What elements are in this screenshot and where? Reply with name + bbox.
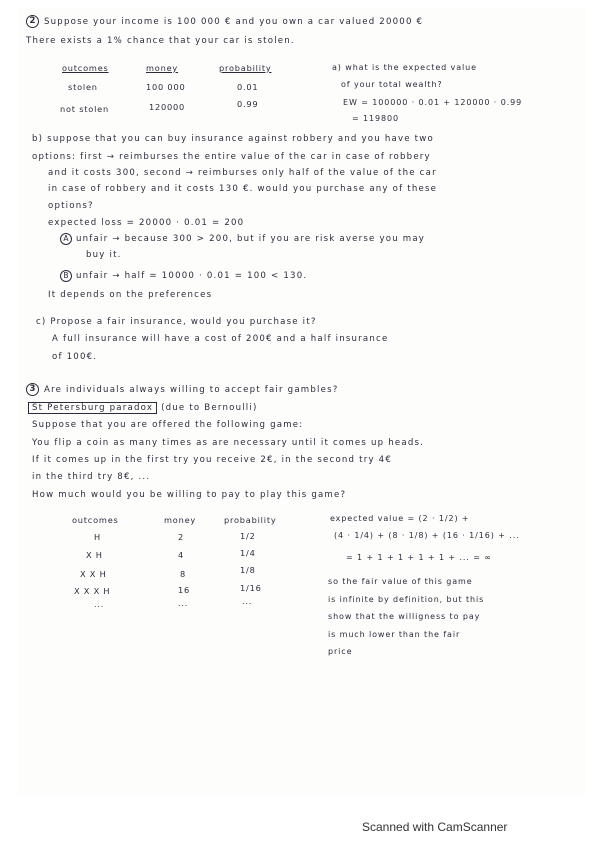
q2-line-2: There exists a 1% chance that your car is stolen. bbox=[26, 36, 295, 46]
q2c-line-3: of 100€. bbox=[52, 352, 98, 362]
q2-text-1: Suppose your income is 100 000 € and you own a car valued 20000 € bbox=[44, 17, 424, 27]
q3-expected-value-2: (4 · 1/4) + (8 · 1/8) + (16 · 1/16) + ... bbox=[334, 531, 520, 540]
q3-row2-prob: 1/4 bbox=[240, 548, 256, 558]
q3-expected-value-1: expected value = (2 · 1/2) + bbox=[330, 514, 470, 523]
q2b-line-2: options: first → reimburses the entire value of the car in case of robbery bbox=[32, 152, 431, 162]
q2-row2-outcome: not stolen bbox=[60, 104, 109, 114]
option-b-text: unfair → half = 10000 · 0.01 = 100 < 130. bbox=[76, 271, 308, 281]
q2a-question-2: of your total wealth? bbox=[341, 80, 443, 89]
q2-row1-money: 100 000 bbox=[146, 82, 186, 92]
paradox-note: (due to Bernoulli) bbox=[161, 403, 258, 413]
q2-row1-outcome: stolen bbox=[68, 82, 98, 92]
q3-conclusion-1: so the fair value of this game bbox=[328, 577, 473, 586]
option-a-marker: A bbox=[60, 233, 72, 245]
q3-title: Are individuals always willing to accept fair gambles? bbox=[44, 385, 339, 395]
q2-line-1 bbox=[26, 15, 423, 28]
q2b-expected-loss: expected loss = 20000 · 0.01 = 200 bbox=[48, 218, 245, 228]
q3-row4-money: 16 bbox=[178, 585, 191, 595]
q3-row4-prob: 1/16 bbox=[240, 583, 262, 593]
q2b-option-a-cont: buy it. bbox=[86, 250, 122, 260]
q3-paradox-line bbox=[28, 403, 258, 413]
q2b-line-4: in case of robbery and it costs 130 €. would you purchase any of these bbox=[48, 184, 438, 194]
option-b-marker: B bbox=[60, 270, 72, 282]
q2c-line-2: A full insurance will have a cost of 200€ and a half insurance bbox=[52, 334, 389, 344]
q3-conclusion-5: price bbox=[328, 647, 353, 656]
q3-title-line bbox=[26, 383, 339, 396]
q3-row5-money: ... bbox=[178, 598, 189, 608]
q3-line-4: in the third try 8€, ... bbox=[32, 472, 151, 482]
q3-row5-outcome: ... bbox=[94, 599, 105, 609]
q3-conclusion-4: is much lower than the fair bbox=[328, 630, 461, 639]
q3-row3-outcome: X X H bbox=[80, 569, 107, 579]
paradox-box: St Petersburg paradox bbox=[28, 402, 157, 414]
q2a-answer-1: EW = 100000 · 0.01 + 120000 · 0.99 bbox=[343, 98, 523, 107]
q3-row3-money: 8 bbox=[180, 569, 187, 579]
q3-row4-outcome: X X X H bbox=[74, 586, 111, 596]
q3-row1-prob: 1/2 bbox=[240, 531, 256, 541]
q2-row2-money: 120000 bbox=[149, 102, 186, 112]
q2b-option-a bbox=[60, 233, 425, 245]
q2a-answer-2: = 119800 bbox=[352, 114, 399, 123]
q2-row1-prob: 0.01 bbox=[237, 82, 259, 92]
option-a-text: unfair → because 300 > 200, but if you are risk averse you may bbox=[76, 234, 426, 244]
q3-conclusion-3: show that the willigness to pay bbox=[328, 612, 481, 621]
q2b-line-1: b) suppose that you can buy insurance against robbery and you have two bbox=[32, 134, 434, 144]
q2b-option-b bbox=[60, 270, 307, 282]
q3-line-2: You flip a coin as many times as are necessary until it comes up heads. bbox=[32, 438, 425, 448]
q3-row1-money: 2 bbox=[178, 532, 185, 542]
q3-col-outcomes: outcomes bbox=[72, 515, 119, 525]
q2a-question-1: a) what is the expected value bbox=[332, 63, 477, 72]
q3-row5-prob: ... bbox=[242, 596, 253, 606]
q3-row2-money: 4 bbox=[178, 550, 185, 560]
q3-row2-outcome: X H bbox=[86, 550, 103, 560]
q2b-depends: It depends on the preferences bbox=[48, 290, 213, 300]
q3-expected-value-3: = 1 + 1 + 1 + 1 + 1 + ... = ∞ bbox=[346, 553, 492, 562]
q2-row2-prob: 0.99 bbox=[237, 99, 259, 109]
q3-conclusion-2: is infinite by definition, but this bbox=[328, 595, 485, 604]
q2-col-outcomes: outcomes bbox=[62, 63, 109, 73]
q2-number: 2 bbox=[26, 15, 39, 28]
q2c-line-1: c) Propose a fair insurance, would you purchase it? bbox=[36, 317, 317, 327]
scanner-watermark: Scanned with CamScanner bbox=[362, 820, 508, 834]
q3-line-1: Suppose that you are offered the following game: bbox=[32, 420, 304, 430]
scanned-page bbox=[18, 8, 586, 796]
q3-row1-outcome: H bbox=[94, 532, 101, 542]
q2b-line-3: and it costs 300, second → reimburses only half of the value of the car bbox=[48, 168, 437, 178]
q3-number: 3 bbox=[26, 383, 39, 396]
q2-col-money: money bbox=[146, 63, 179, 73]
q3-row3-prob: 1/8 bbox=[240, 565, 256, 575]
q3-line-3: If it comes up in the first try you receive 2€, in the second try 4€ bbox=[32, 455, 393, 465]
q3-col-probability: probability bbox=[224, 515, 277, 525]
q2-col-probability: probability bbox=[219, 63, 272, 73]
q2b-line-5: options? bbox=[48, 201, 94, 211]
q3-line-5: How much would you be willing to pay to play this game? bbox=[32, 490, 347, 500]
q3-col-money: money bbox=[164, 515, 197, 525]
